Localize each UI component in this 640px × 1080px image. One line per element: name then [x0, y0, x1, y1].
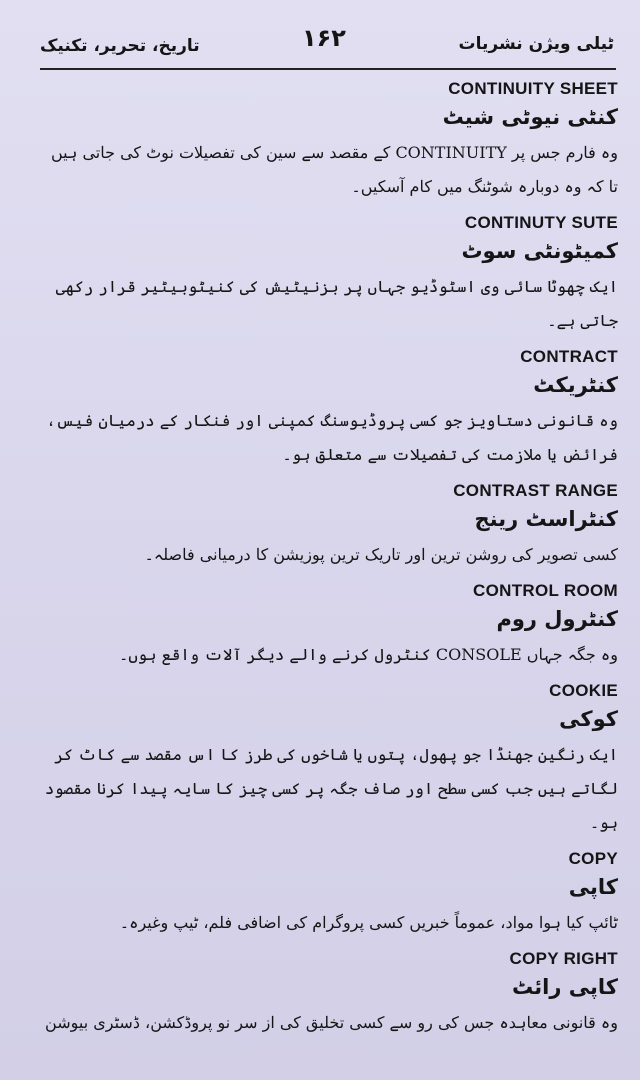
- entry-definition: وہ قانونی معاہدہ جس کی رو سے کسی تخلیق کی از سر نو پروڈکشن، ڈسٹری بیوشن: [45, 1013, 618, 1032]
- entry-english-term: COOKIE: [549, 681, 618, 700]
- entry-urdu-term: کوکی: [559, 707, 618, 731]
- glossary-entry: [36, 210, 618, 338]
- entry-urdu-term: کنٹرول روم: [496, 607, 618, 631]
- entry-urdu-term: کاپی رائٹ: [512, 975, 618, 999]
- entry-english-term: CONTRACT: [520, 347, 618, 366]
- entry-definition: وہ قانونی دستاویز جو کسی پروڈیوسنگ کمپنی اور فنکار کے درمیان فیس، فرائض یا ملازمت کی تفصیلات سے متعلق ہو۔: [46, 411, 618, 464]
- entry-urdu-term: کنٹریکٹ: [533, 373, 618, 397]
- running-header: [40, 24, 614, 68]
- glossary-entry: [36, 344, 618, 472]
- glossary-entry: [36, 946, 618, 1040]
- glossary-entry: [36, 76, 618, 204]
- header-rule: [40, 68, 616, 70]
- entry-english-term: CONTINUTY SUTE: [464, 213, 618, 232]
- entry-definition: وہ فارم جس پر CONTINUITY کے مقصد سے سین کی تفصیلات نوٹ کی جاتی ہیں تا کہ وہ دوبارہ شوٹنگ میں کام آسکیں۔: [50, 143, 618, 196]
- entry-english-term: CONTINUITY SHEET: [448, 79, 618, 98]
- entry-urdu-term: کاپی: [568, 875, 618, 899]
- glossary-entry: [36, 678, 618, 840]
- entry-definition: ٹائپ کیا ہوا مواد، عموماً خبریں کسی پروگرام کی اضافی فلم، ٹیپ وغیرہ۔: [119, 913, 618, 932]
- entry-urdu-term: کنٹراسٹ رینج: [474, 507, 618, 531]
- glossary-entry: [36, 846, 618, 940]
- header-right-title: ٹیلی ویژن نشریات: [458, 34, 614, 54]
- glossary-entry: [36, 578, 618, 672]
- entry-urdu-term: کمیٹونٹی سوٹ: [461, 239, 618, 263]
- entry-definition: وہ جگہ جہاں CONSOLE کنٹرول کرنے والے دیگر آلات واقع ہوں۔: [119, 645, 618, 664]
- entry-urdu-term: کنٹی نیوٹی شیٹ: [442, 105, 618, 129]
- entry-definition: کسی تصویر کی روشن ترین اور تاریک ترین پوزیشن کا درمیانی فاصلہ۔: [144, 545, 618, 564]
- header-left-title: تاریخ، تحریر، تکنیک: [40, 36, 200, 56]
- entry-english-term: CONTRAST RANGE: [453, 481, 618, 500]
- page-number: ۱۶۲: [302, 24, 346, 52]
- glossary-entry: [36, 478, 618, 572]
- entry-definition: ایک چھوٹا سائی وی اسٹوڈیو جہاں پر بزنیٹیش کی کنیٹوبیٹیر قرار رکھی جاتی ہے۔: [55, 277, 618, 330]
- entry-english-term: COPY: [568, 849, 618, 868]
- entry-english-term: COPY RIGHT: [509, 949, 618, 968]
- entry-definition: ایک رنگین جھنڈا جو پھول، پتوں یا شاخوں کی طرز کا اس مقصد سے کاٹ کر لگاتے ہیں جب کسی سطح اور صاف جگہ پر کسی چیز کا سایہ پیدا کرنا مقصود ہو۔: [44, 745, 618, 832]
- glossary-entries: [36, 76, 618, 1046]
- entry-english-term: CONTROL ROOM: [473, 581, 618, 600]
